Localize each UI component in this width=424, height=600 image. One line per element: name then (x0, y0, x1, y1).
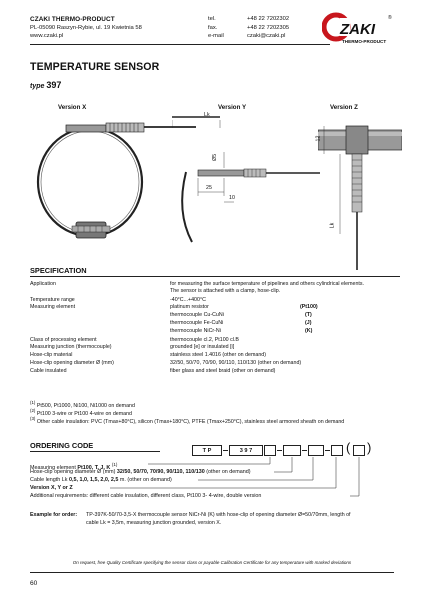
lk-z-dimension: Lk (329, 222, 336, 229)
spec-label: Measuring element (30, 304, 76, 310)
d10-dimension: 10 (229, 195, 235, 201)
fax-label: fax. (208, 25, 218, 31)
ordering-label: Additional requirements: different cable insulation, different class, Pt100 3- 4-wire, double version (30, 493, 262, 499)
lk-y-dimension: Lk (204, 112, 210, 118)
email-label: e-mail (208, 33, 224, 39)
spec-value: for measuring the surface temperature of pipelines and others cylindrical elements. (170, 281, 365, 287)
footnote-mark: (2) (30, 408, 36, 413)
spec-code: (J) (305, 320, 312, 326)
company-name: CZAKI THERMO-PRODUCT (30, 16, 115, 23)
example-line-2: cable Lk = 3,5m, measuring junction grounded, version X. (86, 520, 222, 526)
ordering-row-version (30, 485, 73, 492)
example-line-1: TP-397K-50/70-3,5-X thermocouple sensor NiCr-Ni (K) with hose-clip of opening diameter Ø=50/70mm, length of (86, 512, 351, 518)
footnote-3 (30, 415, 405, 426)
spec-value: stainless steel 1.4016 (other on demand) (170, 352, 266, 358)
code-box-397: 3 9 7 (229, 445, 263, 456)
spec-value: platinum resistor (170, 304, 209, 310)
ordering-value: Pt100, T, J, K (77, 464, 111, 471)
czaki-logo (322, 10, 394, 50)
footnote-text: Pt100 3-wire or Pt100 4-wire on demand (36, 410, 132, 417)
example-label: Example for order: (30, 512, 78, 518)
fax-value: +48 22 7202305 (247, 25, 290, 31)
footer-divider (30, 572, 394, 573)
specification-divider (30, 276, 400, 277)
email-value[interactable]: czaki@czaki.pl (247, 33, 286, 39)
svg-text:THERMO-PRODUCT: THERMO-PRODUCT (342, 39, 387, 44)
spec-label: Hose-clip material (30, 352, 73, 358)
spec-label: Temperature range (30, 297, 75, 303)
version-z-drawing (318, 112, 402, 272)
code-paren-close: ) (367, 440, 372, 455)
ordering-label: Cable length Lk (30, 477, 68, 483)
ordering-value: 32/50, 50/70, 70/90, 90/110, 110/130 (116, 469, 205, 475)
d5-dimension: Ø5 (212, 153, 219, 162)
spec-value: thermocouple NiCr-Ni (170, 328, 221, 334)
spec-value: -40°C...+400°C (170, 297, 206, 303)
spec-code: (K) (305, 328, 313, 334)
ordering-value: 0,5, 1,0, 1,5, 2,0, 2,5 (68, 477, 119, 483)
page-number: 60 (30, 580, 38, 587)
spec-label: Class of processing element (30, 337, 97, 343)
spec-label: Hose-clip opening diameter Ø (mm) (30, 360, 114, 366)
code-dash (325, 450, 330, 451)
header-divider (30, 44, 330, 45)
company-address: PL-05090 Raszyn-Rybie, ul. 19 Kwietnia 58 (30, 25, 142, 31)
ordering-tail: (other on demand) (206, 469, 251, 475)
specification-title: SPECIFICATION (30, 266, 87, 275)
d25-dimension: 25 (206, 185, 212, 191)
ordering-row-diameter (30, 469, 251, 476)
ordering-sup: (1) (111, 462, 118, 467)
type-number: 397 (46, 80, 62, 90)
ordering-label: Version X, Y or Z (30, 485, 73, 491)
svg-text:ZAKI: ZAKI (340, 21, 375, 38)
ordering-row-length (30, 477, 172, 484)
tel-label: tel. (208, 16, 216, 22)
footnote-mark: (1) (30, 400, 36, 405)
logo-graphic (322, 10, 394, 50)
ordering-label: Measuring element (30, 464, 76, 471)
svg-text:®: ® (388, 15, 392, 21)
version-x-label: Version X (58, 104, 87, 111)
code-paren-open: ( (346, 440, 351, 455)
footnote-mark: (3) (30, 416, 36, 421)
spec-label: Application (30, 281, 56, 287)
spec-value: The sensor is attached with a clamp, hose-clip. (170, 288, 281, 294)
spec-label: Measuring junction (thermocouple) (30, 344, 112, 350)
spec-value: 32/50, 50/70, 70/90, 90/110, 110/130 (other on demand) (170, 360, 302, 366)
spec-label: Cable insulated (30, 368, 67, 374)
version-z-label: Version Z (330, 104, 358, 111)
ordering-row-additional (30, 493, 261, 500)
code-dash (302, 450, 307, 451)
version-y-label: Version Y (218, 104, 247, 111)
spec-value: grounded [e] or insulated [i] (170, 344, 235, 350)
tel-value: +48 22 7202302 (247, 16, 290, 22)
type-prefix: type (30, 83, 45, 90)
ordering-title: ORDERING CODE (30, 441, 94, 450)
spec-value: thermocouple Cu-CuNi (170, 312, 224, 318)
footnote-text: Pt500, Pt1000, Ni100, Ni1000 on demand (36, 402, 135, 409)
ordering-divider (30, 451, 160, 452)
version-y-drawing (172, 112, 322, 262)
ordering-label: Hose-clip opening diameter Ø (mm) (30, 469, 116, 475)
code-dash (277, 450, 282, 451)
spec-value: thermocouple Fe-CuNi (170, 320, 224, 326)
page-title: TEMPERATURE SENSOR (30, 61, 160, 73)
company-website[interactable]: www.czaki.pl (30, 33, 64, 39)
code-box-tp: T P (192, 445, 222, 456)
spec-code: (Pt100) (300, 304, 318, 310)
code-dash (223, 450, 228, 451)
footnote-text: Other cable insulation: PVC (Tmax+80°C), silicon (Tmax+180°C), PTFE (Tmax+250°C), stainless steel armored sheath on demand (36, 418, 345, 425)
ordering-tail: m. (other on demand) (119, 477, 172, 483)
spec-code: (T) (305, 312, 312, 318)
spec-value: fiber glass and steel braid (other on demand) (170, 368, 276, 374)
spec-value: thermocouple cl.2, Pt100 cl.B (170, 337, 239, 343)
d12-dimension: 12 (315, 135, 322, 142)
type-line (30, 80, 61, 90)
certificate-note: On request, free Quality Certificate specifying the sensor class or payable Calibration Certificate for any temperature with marked deviations (72, 560, 352, 565)
